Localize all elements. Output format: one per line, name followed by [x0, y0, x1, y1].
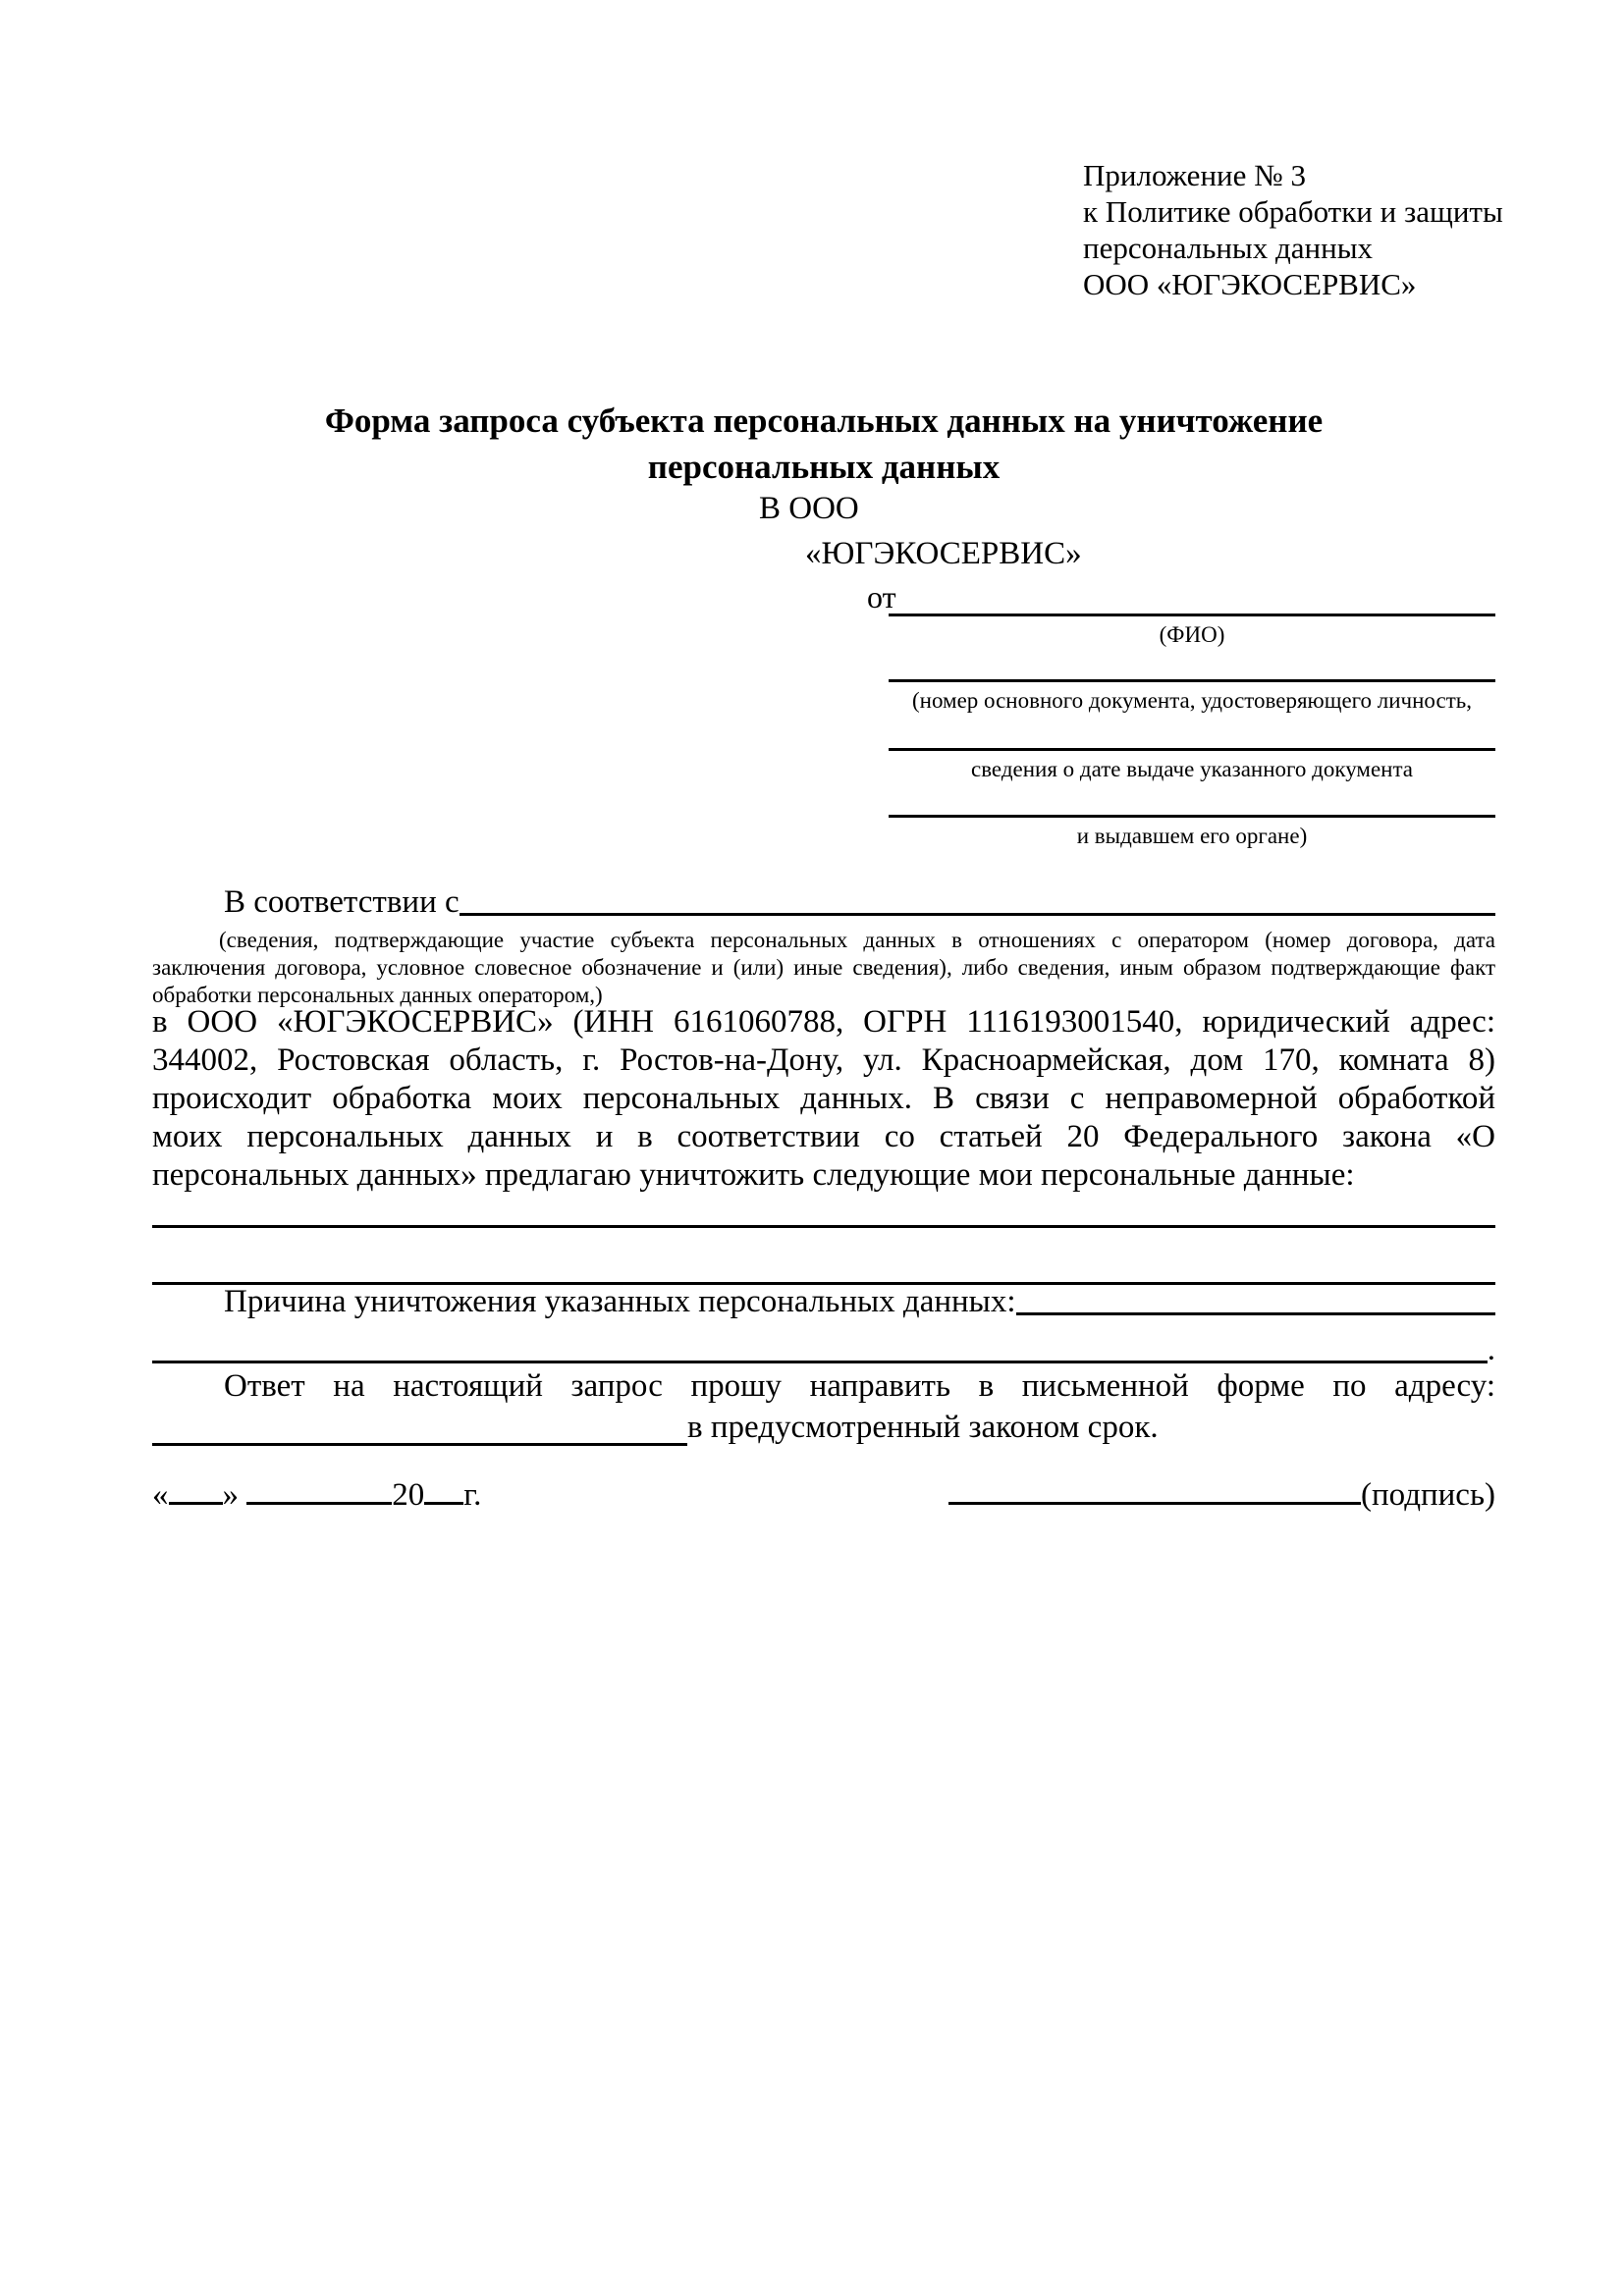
reply-request-text: Ответ на настоящий запрос прошу направить в письменной форме по адресу: [224, 1368, 1495, 1404]
addressee-org-prefix: В ООО [759, 491, 859, 526]
basis-lead-text: В соответствии с [224, 884, 460, 920]
date-year-write-in [424, 1472, 463, 1505]
date-year-prefix: 20 [392, 1477, 425, 1513]
signature-template [948, 1472, 1495, 1514]
applicant-id-issue-date-field-line [889, 748, 1495, 782]
date-close-quote: » [222, 1477, 239, 1513]
signature-caption: (подпись) [1361, 1477, 1495, 1513]
body-paragraph-line: происходит обработка моих персональных данных. В связи с неправомерной обработкой [152, 1081, 1495, 1116]
applicant-name-caption: (ФИО) [1159, 622, 1225, 647]
applicant-id-issue-date-caption: сведения о дате выдаче указанного документа [970, 757, 1414, 781]
paragraph-indent [152, 884, 224, 921]
appendix-note [1083, 157, 1535, 302]
appendix-note-line: персональных данных [1083, 231, 1374, 265]
body-paragraph-line: 344002, Ростовская область, г. Ростов-на-Дону, ул. Красноармейская, дом 170, комната 8) [152, 1042, 1495, 1078]
date-template [152, 1472, 481, 1514]
document-title-line: Форма запроса субъекта персональных данных на уничтожение [324, 401, 1324, 440]
applicant-id-document-field-line [889, 679, 1495, 714]
reason-write-in-line [1016, 1312, 1495, 1315]
reason-continuation-row [152, 1327, 1495, 1368]
body-paragraph-line: моих персональных данных и в соответствии со статьей 20 Федерального закона «О [152, 1119, 1495, 1154]
date-month-write-in [246, 1472, 392, 1505]
addressee-from-label: от [867, 579, 896, 614]
basis-lead-row [152, 884, 1495, 921]
basis-note [152, 927, 1495, 1009]
basis-note-line: (сведения, подтверждающие участие субъекта персональных данных в отношениях с оператором (номер договора, дата [219, 928, 1495, 952]
applicant-id-issuer-field-line [889, 815, 1495, 849]
basis-note-line: обработки персональных данных оператором,) [152, 983, 603, 1007]
basis-write-in-line [460, 913, 1495, 916]
reason-line-terminator: . [1487, 1332, 1495, 1367]
reply-term-text: в предусмотренный законом срок. [687, 1410, 1159, 1445]
applicant-name-field-line [889, 614, 1495, 648]
basis-note-line: заключения договора, условное словесное обозначение и (или) иные сведения), либо сведения, иным образом подтверждающие факт [152, 955, 1495, 980]
reason-write-in-line-2 [152, 1361, 1488, 1363]
reason-row [152, 1284, 1495, 1320]
appendix-note-line: Приложение № 3 [1083, 158, 1306, 192]
date-day-write-in [169, 1472, 223, 1505]
addressee-org-name: «ЮГЭКОСЕРВИС» [805, 536, 1082, 571]
signature-write-in-line [948, 1472, 1361, 1505]
reason-label: Причина уничтожения указанных персональных данных: [224, 1284, 1016, 1319]
applicant-id-document-caption: (номер основного документа, удостоверяющего личность, [911, 688, 1472, 713]
personal-data-write-in-line-2 [152, 1245, 1495, 1285]
document-title-line: персональных данных [647, 448, 1001, 486]
reply-address-row [152, 1410, 1495, 1450]
date-signature-row [152, 1472, 1495, 1514]
date-year-suffix: г. [463, 1477, 482, 1513]
appendix-note-line: к Политике обработки и защиты [1083, 194, 1503, 229]
reply-address-write-in-line [152, 1410, 687, 1446]
date-open-quote: « [152, 1477, 169, 1513]
body-paragraph [152, 1003, 1495, 1195]
appendix-note-line: ООО «ЮГЭКОСЕРВИС» [1083, 267, 1417, 301]
document-title [152, 398, 1495, 490]
paragraph-indent [152, 1284, 224, 1320]
body-paragraph-line: персональных данных» предлагаю уничтожить следующие мои персональные данные: [152, 1157, 1355, 1193]
personal-data-write-in-line-1 [152, 1188, 1495, 1228]
body-paragraph-line: в ООО «ЮГЭКОСЕРВИС» (ИНН 6161060788, ОГРН 1116193001540, юридический адрес: [152, 1004, 1495, 1040]
applicant-id-issuer-caption: и выдавшем его органе) [1076, 824, 1308, 848]
